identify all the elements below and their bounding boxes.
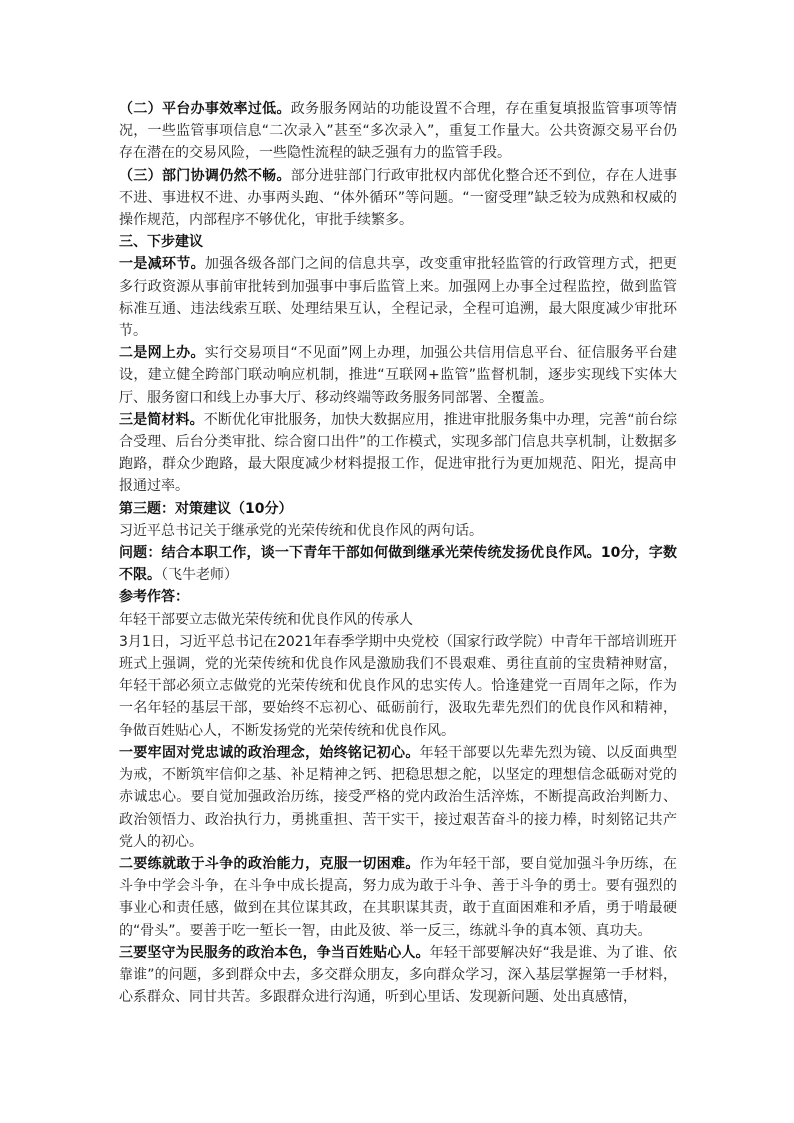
paragraph-lead: 二是网上办。 bbox=[119, 345, 205, 362]
question-context bbox=[119, 520, 677, 542]
paragraph-body: 3月1日，习近平总书记在2021年春季学期中央党校（国家行政学院）中青年干部培训班开班式上强调，党的光荣传统和优良作风是激励我们不畏艰难、勇往直前的宝贵精神财富，年轻干部必须立志做党的光荣传统和优良作风的忠实传人。恰逢建党一百周年之际，作为一名年轻的基层干部，要始终不忘初心、砥砺前行，汲取先辈先烈们的优良作风和精神，争做百姓贴心人，不断发扬党的光荣传统和优良作风。 bbox=[119, 633, 677, 739]
question-heading: 第三题：对策建议（10分） bbox=[119, 500, 293, 517]
paragraph-lead: 一是减环节。 bbox=[119, 256, 205, 273]
question-attribution: （飞牛老师） bbox=[161, 567, 238, 584]
paragraph-body: 部分进驻部门行政审批权内部优化整合还不到位，存在人进事不进、事进权不进、办事两头跑、“体外循环”等问题。“一窗受理”缺乏较为成熟和权威的操作规范，内部程序不够优化，审批手续繁多。 bbox=[119, 167, 678, 229]
reference-answer-heading bbox=[119, 586, 677, 608]
paragraph-body: 实行交易项目“不见面”网上办理，加强公共信用信息平台、征信服务平台建设，建立健全跨部门联动响应机制，推进“互联网+监管”监督机制，逐步实现线下实体大厅、服务窗口和线上办事大厅、移动终端等政务服务同部署、全覆盖。 bbox=[119, 345, 678, 406]
paragraph-department-coordination bbox=[119, 165, 677, 232]
answer-title-text: 年轻干部要立志做光荣传统和优良作风的传承人 bbox=[119, 611, 413, 628]
paragraph-lead: 二要练就敢于斗争的政治能力，克服一切困难。 bbox=[119, 855, 420, 872]
paragraph-body: 习近平总书记关于继承党的光荣传统和优良作风的两句话。 bbox=[119, 522, 483, 539]
paragraph-lead: （二）平台办事效率过低。 bbox=[119, 101, 291, 117]
paragraph-body: 年轻干部要解决好“我是谁、为了谁、依靠谁”的问题，多到群众中去，多交群众朋友，多向群众学习，深入基层掌握第一手材料，心系群众、同甘共苦。多跟群众进行沟通，听到心里话、发现新问题、处出真感情， bbox=[119, 944, 677, 1006]
question-prompt bbox=[119, 542, 677, 586]
paragraph-lead: （三）部门协调仍然不畅。 bbox=[119, 167, 291, 184]
paragraph-body: 不断优化审批服务，加快大数据应用，推进审批服务集中办理，完善“前台综合受理、后台分类审批、综合窗口出件”的工作模式，实现多部门信息共享机制，让数据多跑路，群众少跑路，最大限度减少材料提报工作，促进审批行为更加规范、阳光，提高申报通过率。 bbox=[119, 411, 677, 495]
answer-point-struggle bbox=[119, 853, 677, 942]
paragraph-simplify-materials bbox=[119, 409, 677, 498]
answer-title bbox=[119, 609, 677, 631]
question-three-heading bbox=[119, 498, 677, 520]
paragraph-platform-efficiency bbox=[119, 98, 677, 165]
paragraph-online-handling bbox=[119, 342, 677, 409]
paragraph-lead: 三要坚守为民服务的政治本色，争当百姓贴心人。 bbox=[119, 944, 430, 961]
paragraph-lead: 三是简材料。 bbox=[119, 411, 204, 428]
paragraph-body: 年轻干部要以先辈先烈为镜、以反面典型为戒，不断筑牢信仰之基、补足精神之钙、把稳思想之舵，以坚定的理想信念砥砺对党的赤诚忠心。要自觉加强政治历练，接受严格的党内政治生活淬炼，不断提高政治判断力、政治领悟力、政治执行力，勇挑重担、苦干实干，接过艰苦奋斗的接力棒，时刻铭记共产党人的初心。 bbox=[119, 744, 678, 850]
paragraph-body: 加强各级各部门之间的信息共享，改变重审批轻监管的行政管理方式，把更多行政资源从事前审批转到加强事中事后监管上来。加强网上办事全过程监控，做到监管标准互通、违法线索互联、处理结果互认，全程记录，全程可追溯，最大限度减少审批环节。 bbox=[119, 256, 678, 340]
answer-point-loyalty bbox=[119, 742, 677, 853]
section-heading-next-steps bbox=[119, 231, 677, 253]
section-heading: 三、下步建议 bbox=[119, 234, 203, 251]
question-text: 问题：结合本职工作，谈一下青年干部如何做到继承光荣传统发扬优良作风。10分，字数不限。 bbox=[119, 545, 677, 584]
document-page bbox=[119, 98, 677, 1008]
paragraph-lead: 一要牢固对党忠诚的政治理念，始终铭记初心。 bbox=[119, 744, 420, 761]
answer-heading: 参考作答： bbox=[119, 589, 189, 606]
paragraph-reduce-steps bbox=[119, 253, 677, 342]
paragraph-body: 政务服务网站的功能设置不合理，存在重复填报监管事项等情况，一些监管事项信息“二次录入”甚至“多次录入”，重复工作量大。公共资源交易平台仍存在潜在的交易风险，一些隐性流程的缺乏强有力的监管手段。 bbox=[119, 101, 678, 162]
paragraph-body: 作为年轻干部，要自觉加强斗争历练，在斗争中学会斗争，在斗争中成长提高，努力成为敢于斗争、善于斗争的勇士。要有强烈的事业心和责任感，做到在其位谋其政，在其职谋其责，敢于直面困难和矛盾，勇于啃最硬的“骨头”。要善于吃一堑长一智，由此及彼、举一反三，练就斗争的真本领、真功夫。 bbox=[119, 855, 678, 939]
answer-introduction bbox=[119, 631, 677, 742]
answer-point-serve-people bbox=[119, 942, 677, 1009]
